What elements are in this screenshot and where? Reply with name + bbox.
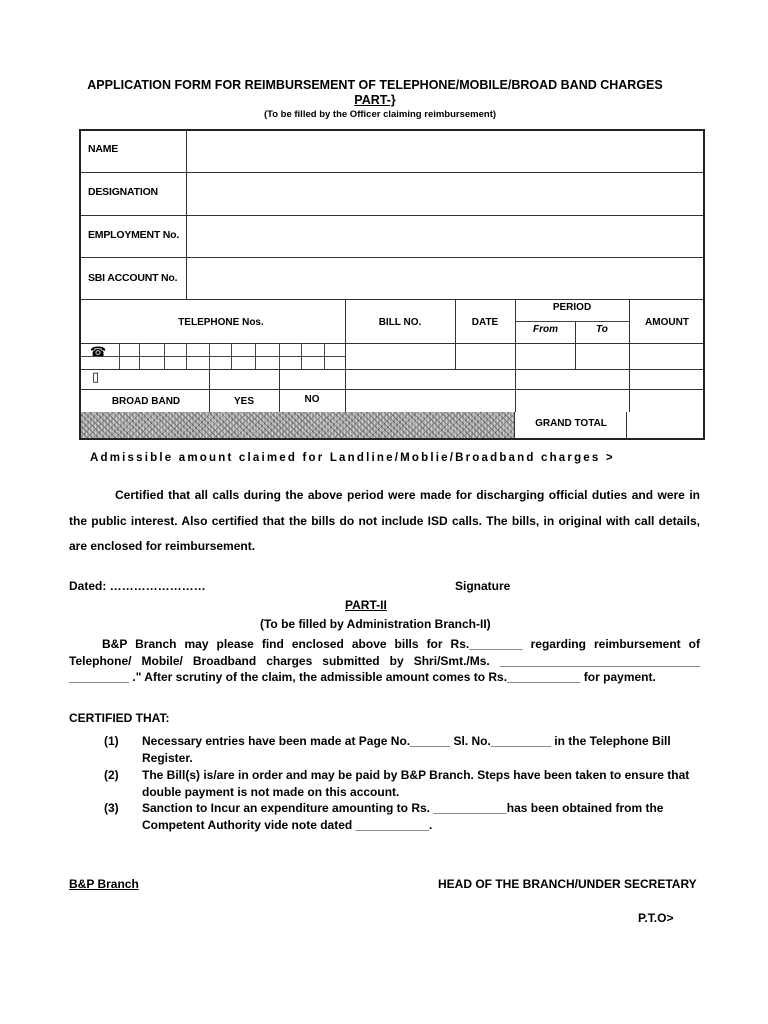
name-label: NAME xyxy=(88,143,119,155)
account-number-label: SBI ACCOUNT No. xyxy=(88,272,178,284)
designation-label: DESIGNATION xyxy=(88,186,158,198)
employment-number-label: EMPLOYMENT No. xyxy=(88,229,180,241)
designation-field[interactable] xyxy=(188,175,701,213)
mobile-phone-icon: ▯ xyxy=(92,369,100,384)
item-number: (2) xyxy=(104,768,119,782)
telephone-numbers-header: TELEPHONE Nos. xyxy=(178,317,264,328)
form-title: APPLICATION FORM FOR REIMBURSEMENT OF TELEPHONE/MOBILE/BROAD BAND CHARGES xyxy=(87,78,663,92)
broadband-no-option[interactable]: NO xyxy=(304,394,320,405)
part-one-subtitle: (To be filled by the Officer claiming reimbursement) xyxy=(263,109,497,120)
certification-paragraph xyxy=(69,483,700,560)
claim-table xyxy=(79,129,705,440)
period-from-header: From xyxy=(533,324,558,335)
amount-header: AMOUNT xyxy=(645,317,689,328)
certified-that-label: CERTIFIED THAT: xyxy=(69,711,170,725)
bill-number-header: BILL NO. xyxy=(378,317,422,328)
bp-branch-text: B&P Branch may please find enclosed above bills for Rs.________ regarding reimbursement of Telephone/ Mobile/ Broadband charges submitted by Shri/Smt./Ms. ______________________________ _________ ." After scrutiny of the claim, the admissible amount comes to Rs.___________ for payment. xyxy=(69,637,700,684)
bp-branch-footer: B&P Branch xyxy=(69,877,139,891)
broadband-yes-option[interactable]: YES xyxy=(233,396,254,407)
period-header: PERIOD xyxy=(552,302,592,313)
item-text: Sanction to Incur an expenditure amounting to Rs. ___________has been obtained from the Competent Authority vide note dated ___________. xyxy=(142,801,664,832)
bp-branch-paragraph xyxy=(69,636,700,686)
head-of-branch-footer: HEAD OF THE BRANCH/UNDER SECRETARY xyxy=(438,877,697,891)
broadband-label: BROAD BAND xyxy=(111,396,181,407)
part-two-subtitle: (To be filled by Administration Branch-II) xyxy=(260,617,491,631)
date-header: DATE xyxy=(471,317,499,328)
item-number: (3) xyxy=(104,801,119,815)
item-number: (1) xyxy=(104,734,119,748)
dated-label: Dated: …………………… xyxy=(69,579,206,593)
item-text: Necessary entries have been made at Page No.______ Sl. No._________ in the Telephone Bill Register. xyxy=(142,734,671,765)
pto-label: P.T.O> xyxy=(638,911,674,925)
certification-text: Certified that all calls during the above period were made for discharging official duties and were in the public interest. Also certified that the bills do not include ISD calls. The bills, in original with call details, are enclosed for reimbursement. xyxy=(69,488,700,553)
admissible-amount-line: Admissible amount claimed for Landline/Moblie/Broadband charges > xyxy=(90,452,615,464)
grand-total-amount-field[interactable] xyxy=(626,412,703,438)
telephone-icon: ☎ xyxy=(90,344,107,359)
period-to-header: To xyxy=(596,324,608,335)
grand-total-cell xyxy=(514,412,627,438)
part-one-heading: PART-} xyxy=(354,93,396,107)
grand-total-label: GRAND TOTAL xyxy=(535,418,607,429)
employment-number-field[interactable] xyxy=(188,218,701,256)
part-two-heading: PART-II xyxy=(345,598,387,612)
signature-label: Signature xyxy=(455,579,511,593)
item-text: The Bill(s) is/are in order and may be paid by B&P Branch. Steps have been taken to ensure that double payment is not made on this account. xyxy=(142,768,690,799)
account-number-field[interactable] xyxy=(188,260,701,298)
name-field[interactable] xyxy=(188,133,701,171)
